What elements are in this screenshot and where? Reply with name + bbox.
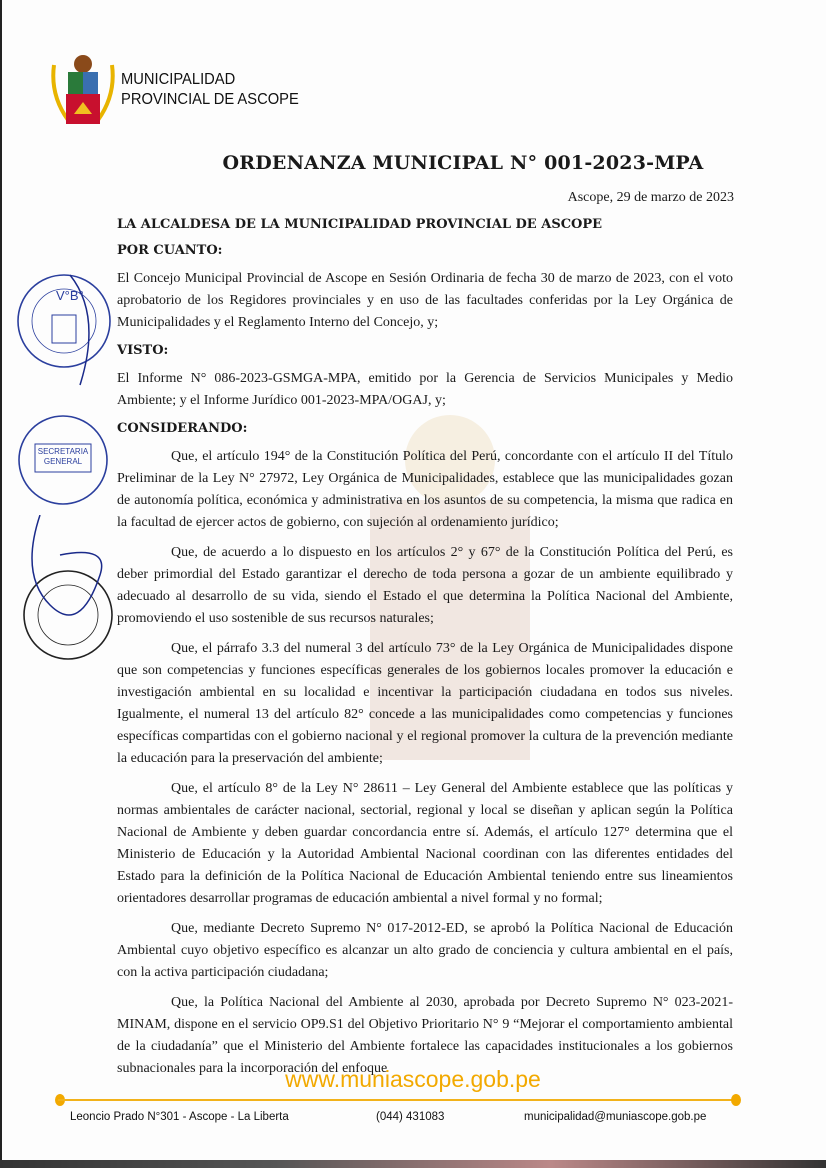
document-body	[117, 216, 733, 1088]
org-line-1: MUNICIPALIDAD	[121, 71, 236, 88]
considerando-paragraph: Que, la Política Nacional del Ambiente al 2030, aprobada por Decreto Supremo N° 023-2021-MINAM, dispone en el servicio OP9.S1 del Objetivo Prioritario N° 9 “Mejorar el comportamiento ambiental de la ciudadanía” que el Ministerio del Ambiente fortalece las capacidades institucionales a los gobiernos subnacionales para la incorporación del enfoque	[117, 995, 733, 1076]
considerando-paragraph: Que, mediante Decreto Supremo N° 017-2012-ED, se aprobó la Política Nacional de Educación Ambiental cuyo objetivo específico es alcanzar un alto grado de conciencia y cultura ambiental en el país, con la activa participación ciudadana;	[117, 921, 733, 980]
document-title: ORDENANZA MUNICIPAL N° 001-2023-MPA	[222, 152, 704, 174]
footer-address: Leoncio Prado N°301 - Ascope - La Liberta	[70, 1111, 289, 1123]
considerando-paragraph: Que, el artículo 8° de la Ley N° 28611 – Ley General del Ambiente establece que las políticas y normas ambientales de carácter nacional, sectorial, regional y local se diseñan y aplican según la Política Nacional de Ambiente y deben guardar concordancia entre sí. Además, el artículo 127° determina que el Ministerio de Educación y la Autoridad Ambiental Nacional coordinan con las diferentes entidades del Estado para la definición de la Política Nacional de Educación Ambiental teniendo entre sus lineamientos orientadores desarrollar programas de educación ambiental a nivel formal y no formal;	[117, 781, 733, 906]
org-line-2: PROVINCIAL DE ASCOPE	[121, 91, 299, 108]
por-cuanto-heading: POR CUANTO:	[117, 243, 223, 258]
scan-bottom-edge	[0, 1160, 826, 1168]
signature-stamp	[10, 515, 115, 665]
considerando-paragraph: Que, de acuerdo a lo dispuesto en los artículos 2° y 67° de la Constitución Política del Perú, es deber primordial del Estado garantizar el derecho de toda persona a gozar de un ambiente equilibrado y adecuado al desarrollo de su vida, siendo el Estado el que determina la Política Nacional del Ambiente, promoviendo el uso sostenible de sus recursos naturales;	[117, 545, 733, 626]
considerando-heading: CONSIDERANDO:	[117, 421, 248, 436]
stamp-secretaria-general-label: SECRETARIA GENERAL	[37, 447, 89, 466]
considerando-paragraph: Que, el párrafo 3.3 del numeral 3 del artículo 73° de la Ley Orgánica de Municipalidades dispone que son competencias y funciones específicas generales de los gobiernos locales promover la educación e investigación ambiental en su localidad e incentivar la participación ciudadana en todos sus niveles. Igualmente, el numeral 13 del artículo 82° concede a las municipalidades como competencias y funciones específicas compartidas con el gobierno nacional y el regional promover la cultura de la prevención mediante la educación para la preservación del ambiente;	[117, 641, 733, 766]
por-cuanto-paragraph: El Concejo Municipal Provincial de Ascope en Sesión Ordinaria de fecha 30 de marzo de 2023, con el voto aprobatorio de los Regidores provinciales y en uso de las facultades conferidas por la Ley Orgánica de Municipalidades y el Reglamento Interno del Concejo, y;	[117, 271, 733, 330]
stamp-vobo: V°B°	[56, 288, 84, 303]
document-date: Ascope, 29 de marzo de 2023	[567, 190, 734, 205]
footer-line-dot-right	[731, 1094, 741, 1106]
visto-paragraph: El Informe N° 086-2023-GSMGA-MPA, emitido por la Gerencia de Servicios Municipales y Medio Ambiente; y el Informe Jurídico 001-2023-MPA/OGAJ, y;	[117, 371, 733, 408]
visto-heading: VISTO:	[117, 343, 169, 358]
organization-name	[121, 70, 299, 110]
footer-divider	[58, 1099, 736, 1101]
footer-email[interactable]: municipalidad@muniascope.gob.pe	[524, 1111, 707, 1123]
scan-edge	[0, 0, 2, 1168]
footer-website-link[interactable]: www.muniascope.gob.pe	[285, 1066, 541, 1092]
alcaldia-stamp	[12, 255, 112, 390]
considerando-paragraph: Que, el artículo 194° de la Constitución Política del Perú, concordante con el artículo II del Título Preliminar de la Ley N° 27972, Ley Orgánica de Municipalidades, establece que las municipalidades gozan de autonomía política, económica y administrativa en los asuntos de su competencia, la misma que radica en la facultad de ejercer actos de gobierno, con sujeción al ordenamiento jurídico;	[117, 449, 733, 530]
issuer-heading: LA ALCALDESA DE LA MUNICIPALIDAD PROVINCIAL DE ASCOPE	[117, 217, 603, 232]
footer-phone: (044) 431083	[376, 1111, 445, 1123]
municipal-coat-of-arms-logo	[48, 50, 118, 130]
